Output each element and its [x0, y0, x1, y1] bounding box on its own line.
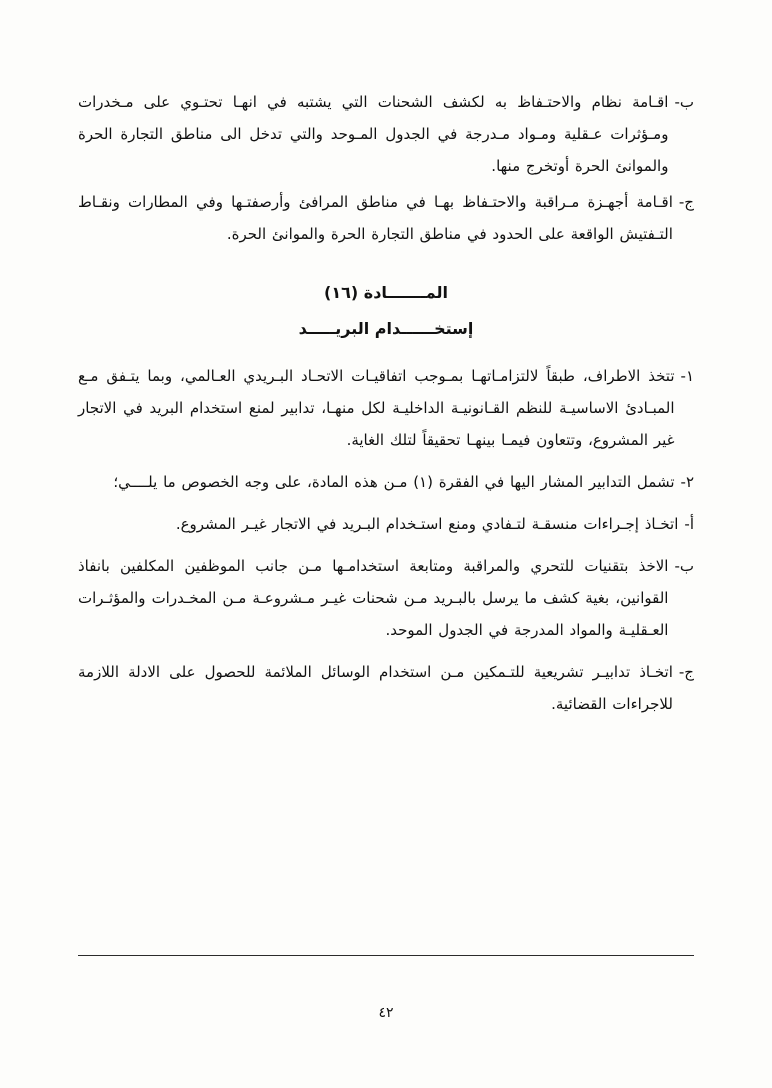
paragraph-text: اقـامة نظام والاحتـفاظ به لكشف الشحنات التي يشتبه في انهـا تحتـوي على مـخدرات ومـؤثرات عـقلية ومـواد مـدرجة في الجدول المـوحد والتي تدخل الى مناطق التجارة الحرة والموانئ الحرة أوتخرج منها.	[78, 93, 669, 175]
paragraph-item	[78, 186, 694, 250]
paragraph-text: اقـامة أجهـزة مـراقبة والاحتـفاظ بهـا في مناطق المرافئ وأرصفتـها وفي المطارات ونقـاط التـفتيش الواقعة على الحدود في مناطق التجارة الحرة والموانئ الحرة.	[78, 193, 673, 243]
sub-item-text: اتخـاذ إجـراءات منسقـة لتـفادي ومنع استـخدام البـريد في الاتجار غيـر المشروع.	[175, 515, 679, 533]
sub-item-text: اتخـاذ تدابيـر تشريعية للتـمكين مـن استخدام الوسائل الملائمة للحصول على الادلة اللازمة للاجراءات القضائية.	[78, 663, 673, 713]
numbered-item	[78, 466, 694, 498]
sub-item-marker: ب-	[674, 557, 694, 575]
numbered-item-marker: ٢-	[680, 473, 694, 491]
footer-divider	[78, 955, 694, 956]
paragraph-marker: ب-	[674, 93, 694, 111]
numbered-item-text: تشمل التدابير المشار اليها في الفقرة (١) مـن هذه المادة، على وجه الخصوص ما يلــــي؛	[113, 473, 675, 491]
numbered-item-marker: ١-	[680, 367, 694, 385]
numbered-item-text: تتخذ الاطراف، طبقاً لالتزامـاتهـا بمـوجب اتفاقيـات الاتحـاد البـريدي العـالمي، وبما يتـفق مـع المبـادئ الاساسيـة للنظم القـانونيـة الداخليـة لكل منهـا، تدابير لمنع استخدام البريد في الاتجار غير المشروع، وتتعاون فيمـا بينهـا تحقيقاً لتلك الغاية.	[78, 367, 675, 449]
sub-item-marker: أ-	[684, 515, 694, 533]
sub-item	[78, 550, 694, 646]
article-heading: المـــــــادة (١٦)	[324, 283, 448, 302]
sub-item	[78, 508, 694, 540]
page-content	[78, 86, 694, 724]
sub-item-text: الاخذ بتقنيات للتحري والمراقبة ومتابعة استخدامـها مـن جانب الموظفين المكلفين بانفاذ القوانين، بغية كشف ما يرسل بالبـريد مـن شحنات غيـر مـشروعـة مـن المخـدرات والمؤثـرات العـقليـة والمواد المدرجة في الجدول الموحد.	[78, 557, 669, 639]
sub-item-marker: ج-	[678, 663, 694, 681]
numbered-item	[78, 360, 694, 456]
sub-item	[78, 656, 694, 720]
article-title: إستخــــــدام البريـــــد	[298, 319, 474, 338]
page-number: ٤٢	[378, 1005, 394, 1021]
paragraph-item	[78, 86, 694, 182]
paragraph-marker: ج-	[678, 193, 694, 211]
